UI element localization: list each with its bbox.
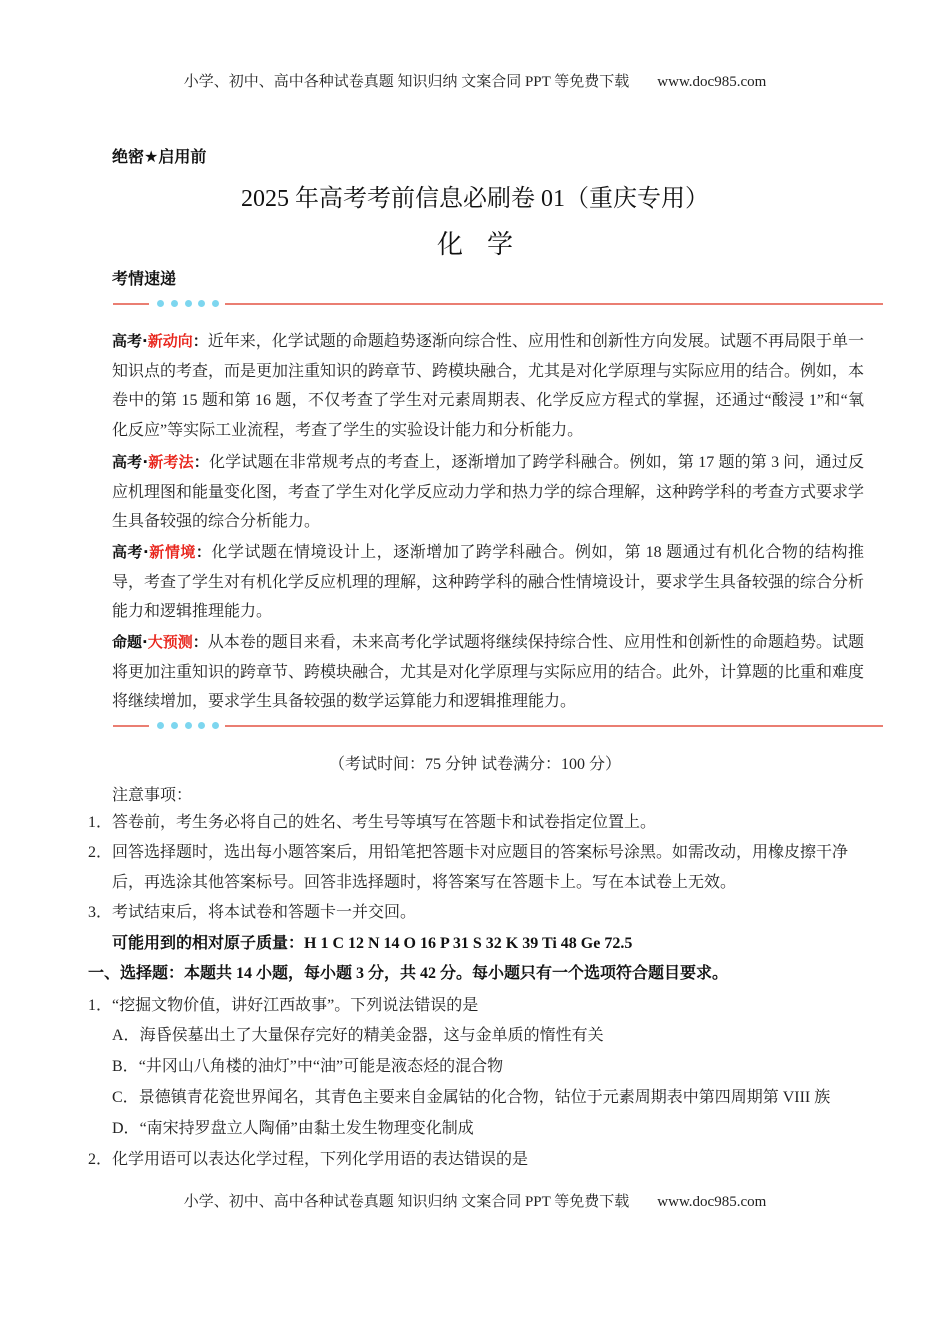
trend-text: 化学试题在非常规考点的考查上，逐渐增加了跨学科融合。例如，第 17 题的第 3 问，通过反应机理图和能量变化图，考查了学生对化学反应动力学和热力学的综合理解，这种跨学科的考查方式要求学生具备较强的综合分析能力。	[112, 454, 865, 530]
trend-paragraph-new-context	[112, 538, 864, 627]
notice-item: 2． 回答选择题时，选出每小题答案后，用铅笔把答题卡对应题目的答案标号涂黑。如需改动，用橡皮擦干净后，再选涂其他答案标号。回答非选择题时，将答案写在答题卡上。写在本试卷上无效。	[88, 844, 849, 891]
divider-line-right	[225, 725, 883, 727]
question-1-stem: 1．“挖掘文物价值，讲好江西故事”。下列说法错误的是	[88, 997, 479, 1014]
section-one-heading: 一、选择题：本题共 14 小题，每小题 3 分，共 42 分。每小题只有一个选项符合题目要求。	[88, 965, 729, 982]
notice-item: 3．考试结束后，将本试卷和答题卡一并交回。	[88, 904, 417, 921]
page-header	[0, 70, 950, 91]
question-1-option-d: D．“南宋持罗盘立人陶俑”由黏土发生物理变化制成	[112, 1120, 474, 1137]
trend-label: 命题·大预测：	[112, 633, 208, 651]
dot-icon	[171, 300, 178, 307]
dot-icon	[198, 722, 205, 729]
subject-title: 化学	[436, 230, 537, 259]
dot-icon	[198, 300, 205, 307]
notice-title: 注意事项：	[112, 787, 193, 804]
dot-icon	[212, 300, 219, 307]
section-heading: 考情速递	[112, 269, 177, 288]
document-title: 2025 年高考考前信息必刷卷 01（重庆专用）	[241, 186, 709, 212]
trend-paragraph-new-method	[112, 448, 864, 537]
dot-icon	[157, 722, 164, 729]
page-footer	[0, 1190, 950, 1211]
decorative-divider	[113, 300, 883, 308]
divider-line-right	[225, 303, 883, 305]
dot-icon	[212, 722, 219, 729]
dot-icon	[171, 722, 178, 729]
exam-info: （考试时间：75 分钟 试卷满分：100 分）	[328, 756, 621, 773]
trend-label: 高考·新动向：	[112, 332, 208, 350]
footer-text: 小学、初中、高中各种试卷真题 知识归纳 文案合同 PPT 等免费下载	[183, 1194, 630, 1210]
dot-icon	[157, 300, 164, 307]
trend-text: 化学试题在情境设计上，逐渐增加了跨学科融合。例如，第 18 题通过有机化合物的结构推导，考查了学生对有机化学反应机理的理解，这种跨学科的融合性情境设计，要求学生具备较强的综合分析能力和逻辑推理能力。	[112, 544, 865, 620]
notice-item: 1．答卷前，考生务必将自己的姓名、考生号等填写在答题卡和试卷指定位置上。	[88, 814, 657, 831]
trend-paragraph-new-direction	[112, 327, 864, 445]
dot-icon	[185, 722, 192, 729]
question-1-option-b: B．“井冈山八角楼的油灯”中“油”可能是液态烃的混合物	[112, 1058, 504, 1075]
question-1-option-a: A．海昏侯墓出土了大量保存完好的精美金器，这与金单质的惰性有关	[112, 1027, 604, 1044]
divider-line-left	[113, 303, 149, 305]
header-text: 小学、初中、高中各种试卷真题 知识归纳 文案合同 PPT 等免费下载	[183, 74, 630, 90]
trend-text: 近年来，化学试题的命题趋势逐渐向综合性、应用性和创新性方向发展。试题不再局限于单一知识点的考查，而是更加注重知识的跨章节、跨模块融合，尤其是对化学原理与实际应用的结合。例如，本卷中的第 15 题和第 16 题，不仅考查了学生对元素周期表、化学反应方程式的掌握，还通过“酸浸 1”和“氧化反应”等实际工业流程，考查了学生的实验设计能力和分析能力。	[112, 333, 865, 439]
atomic-masses: 可能用到的相对原子质量：H 1 C 12 N 14 O 16 P 31 S 32 K 39 Ti 48 Ge 72.5	[112, 935, 633, 952]
decorative-divider	[113, 722, 883, 730]
divider-line-left	[113, 725, 149, 727]
divider-dots	[157, 300, 219, 308]
divider-dots	[157, 722, 219, 730]
question-2-stem: 2．化学用语可以表达化学过程，下列化学用语的表达错误的是	[88, 1151, 529, 1168]
footer-url-link[interactable]: www.doc985.com	[657, 1194, 767, 1210]
confidential-label: 绝密★启用前	[112, 147, 207, 166]
trend-paragraph-prediction	[112, 628, 864, 717]
question-1-option-c: C．景德镇青花瓷世界闻名，其青色主要来自金属钴的化合物，钴位于元素周期表中第四周期第 VIII 族	[112, 1089, 831, 1106]
header-url-link[interactable]: www.doc985.com	[657, 74, 767, 90]
trend-label: 高考·新情境：	[112, 543, 212, 561]
trend-label: 高考·新考法：	[112, 453, 209, 471]
dot-icon	[185, 300, 192, 307]
trend-text: 从本卷的题目来看，未来高考化学试题将继续保持综合性、应用性和创新性的命题趋势。试题将更加注重知识的跨章节、跨模块融合，尤其是对化学原理与实际应用的结合。此外，计算题的比重和难度将继续增加，要求学生具备较强的数学运算能力和逻辑推理能力。	[112, 634, 865, 710]
